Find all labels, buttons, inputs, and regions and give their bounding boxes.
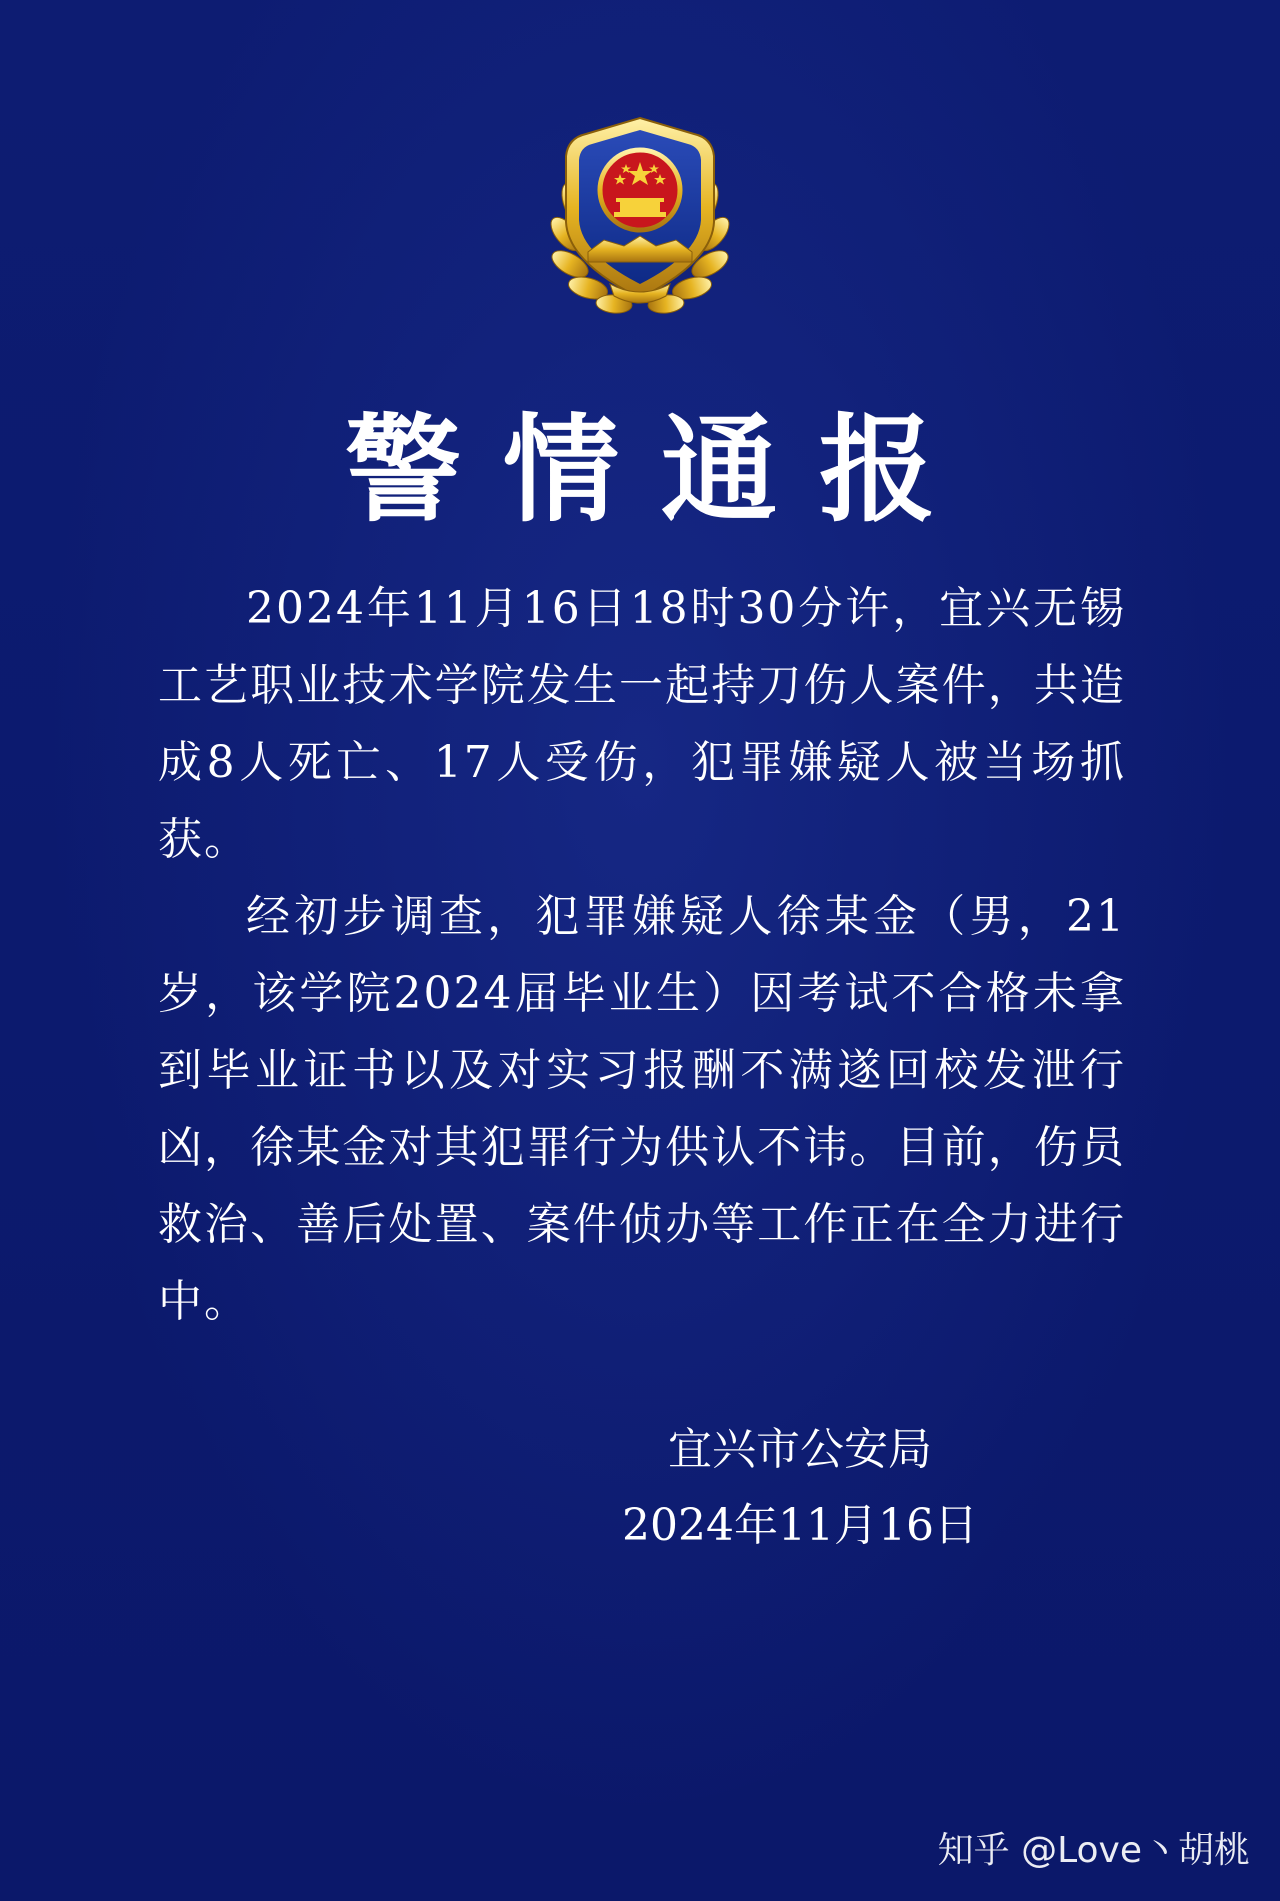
zhihu-watermark: 知乎 @Love丶胡桃 xyxy=(937,1830,1250,1871)
notice-paragraph-2: 经初步调查，犯罪嫌疑人徐某金（男，21岁，该学院2024届毕业生）因考试不合格未拿到毕业证书以及对实习报酬不满遂回校发泄行凶，徐某金对其犯罪行为供认不讳。目前，伤员救治、善后处置、案件侦办等工作正在全力进行中。 xyxy=(158,891,1126,1327)
issue-date: 2024年11月16日 xyxy=(622,1500,978,1551)
notice-signature xyxy=(600,1412,1000,1564)
notice-title: 警情通报 xyxy=(345,402,977,538)
issuer-name: 宜兴市公安局 xyxy=(668,1424,932,1475)
notice-body xyxy=(158,570,1126,1340)
notice-paragraph-1: 2024年11月16日18时30分许，宜兴无锡工艺职业技术学院发生一起持刀伤人案件，共造成8人死亡、17人受伤，犯罪嫌疑人被当场抓获。 xyxy=(158,583,1126,865)
police-emblem-icon xyxy=(544,112,736,324)
